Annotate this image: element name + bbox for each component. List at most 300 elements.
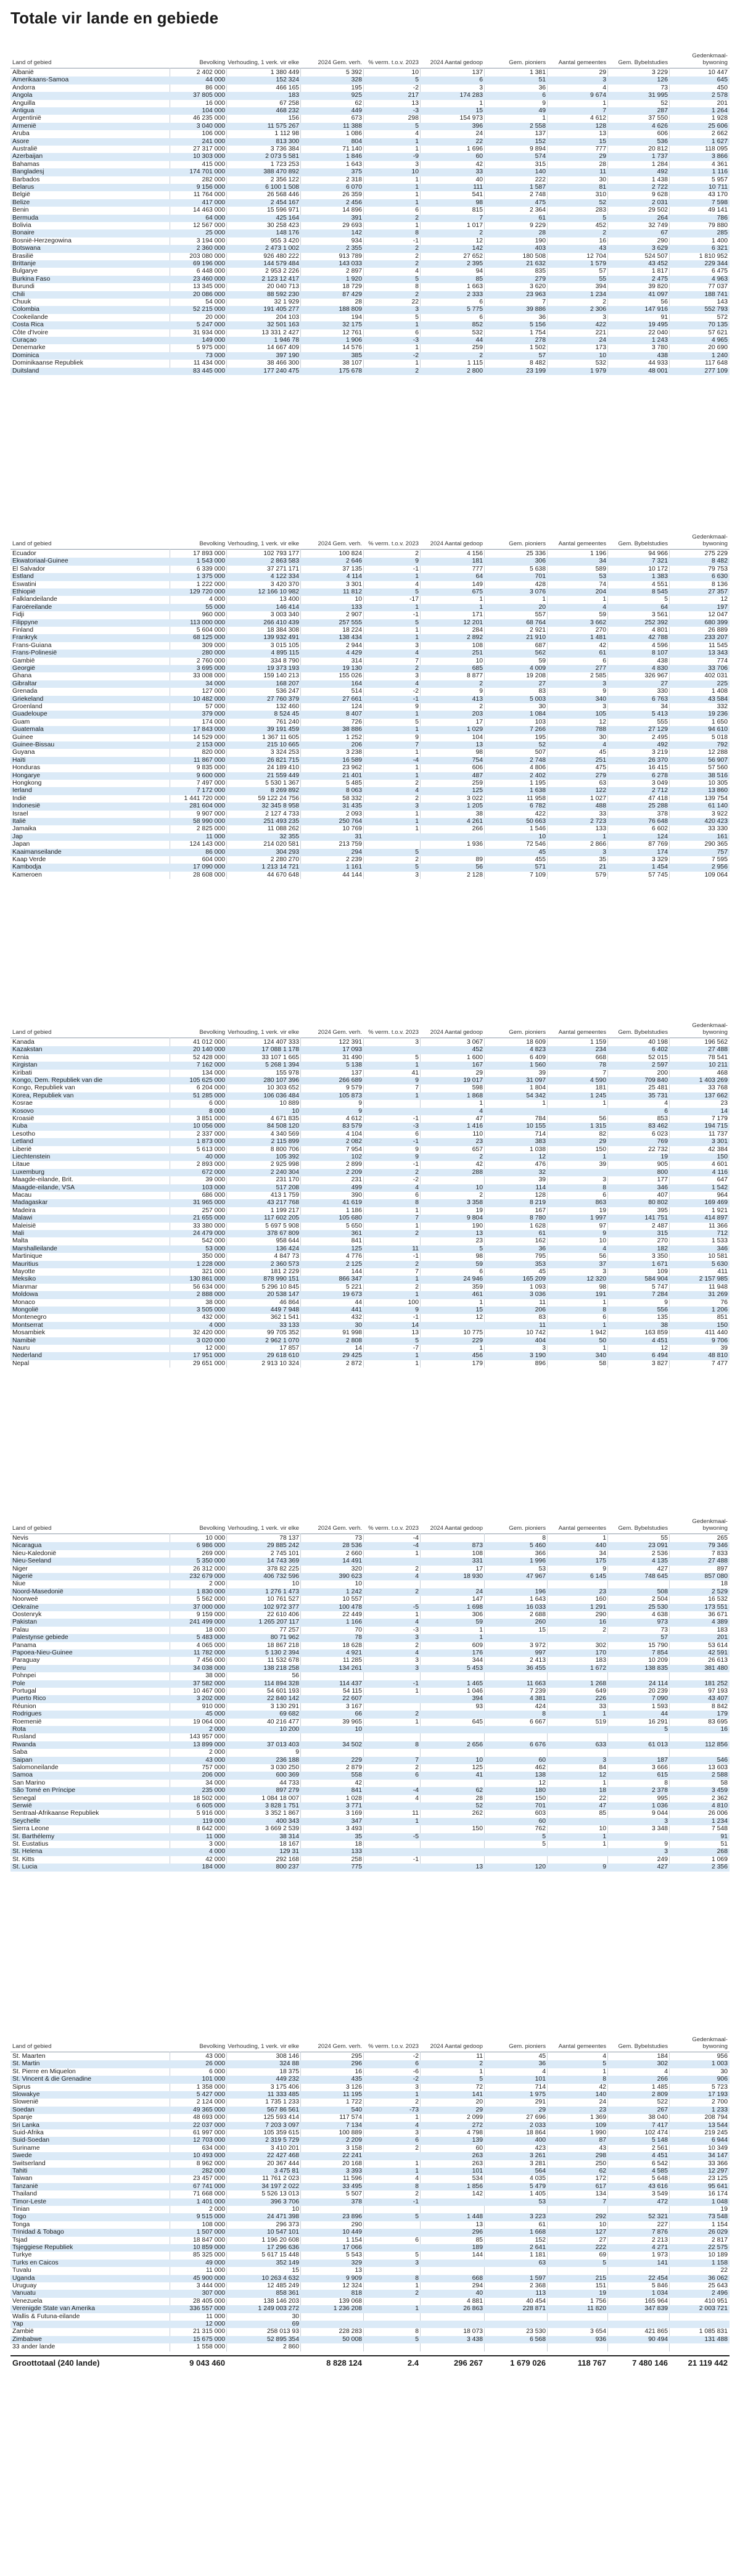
cell-gem-verh: 2 646 — [345, 558, 362, 565]
cell-bevolking: 105 625 000 — [189, 1077, 225, 1084]
cell-gedoop: 1 448 — [466, 2213, 483, 2221]
column-header-gem-verh: 2024 Gem. verh. — [318, 540, 362, 547]
cell-verm: 5 — [415, 313, 419, 321]
cell-gem-verh: 21 401 — [342, 772, 362, 779]
table-row — [10, 1092, 730, 1100]
cell-gemeentes: 8 — [602, 1184, 606, 1191]
cell-gedoop: 6 — [479, 313, 483, 321]
cell-gedenkmaal: 61 140 — [708, 803, 728, 810]
cell-gemeentes: 87 — [599, 2137, 606, 2144]
table-row — [10, 1268, 730, 1276]
cell-pioniers: 455 — [535, 856, 546, 863]
cell-gedenkmaal: 6 630 — [711, 573, 728, 580]
cell-verhouding: 1 196 20 608 — [261, 2236, 299, 2244]
cell-bevolking: 5 613 000 — [196, 1146, 225, 1153]
cell-gedenkmaal: 1 085 831 — [699, 2328, 728, 2335]
table-header — [10, 49, 730, 67]
cell-land-name: Serwië — [12, 1802, 32, 1809]
cell-gedenkmaal: 10 189 — [708, 2252, 728, 2259]
cell-pioniers: 2 748 — [529, 191, 546, 199]
cell-gemeentes: 42 — [599, 2083, 606, 2091]
cell-pioniers: 278 — [535, 337, 546, 344]
cell-verhouding: 14 743 369 — [266, 1558, 299, 1565]
table-row — [10, 872, 730, 879]
cell-gem-verh: 1 643 — [345, 160, 362, 168]
cell-gem-verh: 2 355 — [345, 245, 362, 252]
table-row — [10, 1780, 730, 1787]
cell-gedoop: 2 — [479, 1192, 483, 1199]
cell-bevolking: 34 000 — [205, 1779, 225, 1786]
cell-land-name: Nauru — [12, 1345, 30, 1352]
cell-verhouding: 15 596 971 — [266, 207, 299, 214]
cell-bevolking: 7 172 000 — [196, 787, 225, 795]
cell-bybelstudies: 3 666 — [651, 1764, 668, 1771]
table-row — [10, 199, 730, 207]
cell-gedoop: 685 — [472, 665, 483, 672]
cell-bevolking: 22 037 000 — [192, 2121, 225, 2129]
cell-bevolking: 1 222 000 — [196, 580, 225, 588]
cell-pioniers: 7 — [542, 299, 546, 305]
cell-gedoop: 2 — [479, 1154, 483, 1160]
cell-gedenkmaal: 233 207 — [704, 634, 728, 642]
cell-pioniers: 206 — [535, 1307, 546, 1313]
cell-verhouding: 1 367 11 605 — [262, 733, 299, 741]
cell-gemeentes: 1 — [602, 1841, 606, 1847]
cell-bevolking: 11 000 — [205, 2267, 225, 2274]
cell-pioniers: 60 — [538, 1817, 546, 1825]
cell-bybelstudies: 326 967 — [644, 672, 668, 680]
cell-gemeentes: 283 — [595, 207, 606, 214]
cell-bybelstudies: 1 737 — [651, 153, 668, 160]
cell-verm: 11 — [412, 1810, 419, 1817]
cell-gem-verh: 18 729 — [342, 283, 362, 291]
cell-gedoop: 52 — [475, 1802, 483, 1809]
column-header-bybelstudies: Gem. Bybelstudies — [618, 59, 668, 66]
cell-land-name: Kazakstan — [12, 1046, 43, 1054]
cell-gedoop: 394 — [472, 1695, 483, 1703]
cell-gedoop: 2 — [479, 703, 483, 710]
table-row — [10, 2068, 730, 2076]
cell-verhouding: 7 203 3 097 — [265, 2121, 299, 2129]
cell-land-name: Madagaskar — [12, 1199, 48, 1207]
cell-pioniers: 428 — [535, 580, 546, 588]
cell-gedenkmaal: 27 488 — [708, 1046, 728, 1054]
cell-gem-verh: 1 166 — [345, 1619, 362, 1626]
cell-verhouding: 102 972 377 — [263, 1603, 299, 1611]
cell-gedenkmaal: 1 116 — [712, 168, 728, 176]
cell-bybelstudies: 264 — [657, 214, 668, 221]
table-row — [10, 1131, 730, 1138]
cell-verhouding: 800 237 — [276, 1864, 299, 1871]
cell-verhouding: 10 200 — [279, 1726, 299, 1733]
cell-gedoop: 19 017 — [463, 1077, 483, 1084]
cell-pioniers: 603 — [535, 1810, 546, 1817]
cell-gedoop: 2 — [479, 680, 483, 687]
cell-bybelstudies: 57 745 — [648, 871, 668, 878]
cell-land-name: Falklandeilande — [12, 596, 57, 603]
cell-pioniers: 4 823 — [529, 1046, 546, 1054]
cell-verhouding: 11 088 262 — [267, 825, 299, 833]
cell-bybelstudies: 124 — [657, 833, 668, 840]
cell-verm: 6 — [415, 1192, 419, 1199]
cell-pioniers: 714 — [535, 2083, 546, 2091]
table-row — [10, 1360, 730, 1368]
cell-pioniers: 1 587 — [529, 184, 546, 191]
cell-verm: 2 — [415, 2290, 419, 2297]
table-row — [10, 1154, 730, 1161]
cell-gedoop: 1 416 — [466, 1123, 483, 1130]
cell-verhouding: 3 420 370 — [270, 580, 299, 588]
cell-pioniers: 152 — [535, 138, 546, 145]
cell-verhouding: 334 8 790 — [270, 657, 299, 664]
cell-verm: 1 — [415, 627, 419, 634]
cell-bevolking: 417 000 — [202, 199, 225, 206]
cell-pioniers: 260 — [535, 1619, 546, 1626]
cell-verm: 9 — [415, 1077, 419, 1084]
cell-verhouding: 69 682 — [279, 1711, 299, 1718]
table-row — [10, 1253, 730, 1260]
column-header-pioniers: Gem. pioniers — [509, 2043, 546, 2050]
cell-gedoop: 344 — [472, 1657, 483, 1664]
column-header-gedoop: 2024 Aantal gedoop — [430, 59, 483, 66]
cell-land-name: Malta — [12, 1237, 28, 1245]
cell-gedoop: 93 — [475, 1703, 483, 1710]
cell-gem-verh: 11 812 — [342, 588, 362, 595]
cell-verm: 9 — [415, 1154, 419, 1160]
cell-gedenkmaal: 42 384 — [708, 1146, 728, 1153]
cell-gedenkmaal: 552 793 — [704, 306, 728, 313]
cell-gem-verh: 13 — [355, 2267, 362, 2274]
cell-bevolking: 39 000 — [205, 1176, 225, 1184]
cell-verm: 8 — [415, 1199, 419, 1207]
cell-bevolking: 37 582 000 — [192, 1680, 225, 1687]
cell-gedenkmaal: 2 496 — [711, 2290, 728, 2297]
cell-bybelstudies: 165 964 — [644, 2297, 668, 2305]
cell-bevolking: 23 457 000 — [192, 2175, 225, 2182]
table-row — [10, 329, 730, 337]
cell-gem-verh: 16 — [355, 2068, 362, 2075]
cell-verm: -2 — [413, 352, 419, 359]
cell-gedoop: 4 798 — [466, 2129, 483, 2136]
cell-bevolking: 45 000 — [205, 1711, 225, 1718]
cell-gedoop: 181 — [472, 558, 483, 565]
cell-gem-verh: 19 673 — [342, 1291, 362, 1298]
cell-gem-verh: 390 623 — [339, 1573, 362, 1580]
cell-gedenkmaal: 6 475 — [711, 268, 728, 275]
cell-gem-verh: 10 — [355, 1726, 362, 1733]
cell-verhouding: 466 165 — [276, 84, 299, 91]
cell-pioniers: 150 — [535, 1794, 546, 1802]
cell-land-name: Nevis — [12, 1535, 28, 1542]
cell-gem-verh: 347 — [351, 1817, 362, 1825]
cell-verm: 10 — [411, 168, 419, 176]
cell-gemeentes: 4 — [602, 2053, 606, 2060]
cell-gem-verh: 12 761 — [342, 329, 362, 336]
table-row — [10, 2282, 730, 2290]
cell-pioniers: 476 — [535, 1161, 546, 1168]
cell-gemeentes: 1 268 — [590, 1680, 606, 1687]
cell-land-name: Guatemala — [12, 726, 44, 733]
cell-gedenkmaal: 43 584 — [708, 695, 728, 703]
cell-verm: 1 — [415, 2091, 419, 2098]
cell-pioniers: 61 — [538, 2221, 546, 2228]
cell-gedoop: 176 — [472, 1649, 483, 1656]
cell-verm: 3 — [415, 1039, 419, 1046]
cell-pioniers: 315 — [535, 160, 546, 168]
cell-verhouding: 280 107 396 — [263, 1077, 299, 1084]
cell-gemeentes: 24 — [599, 337, 606, 344]
cell-verm: 1 — [415, 726, 419, 733]
cell-gedoop: 1 465 — [466, 1680, 483, 1687]
table-row — [10, 811, 730, 818]
cell-bevolking: 49 000 — [205, 2259, 225, 2266]
header-rule — [10, 549, 730, 550]
cell-verm: -4 — [413, 1787, 419, 1794]
cell-bevolking: 2 000 — [208, 1726, 225, 1733]
cell-gem-verh: 14 — [355, 1345, 362, 1352]
cell-bevolking: 6 000 — [208, 1100, 225, 1107]
cell-pioniers: 1 628 — [529, 1222, 546, 1229]
cell-gedenkmaal: 33 366 — [708, 2160, 728, 2167]
cell-verhouding: 3 475 81 — [274, 2168, 299, 2174]
cell-bevolking: 11 000 — [205, 1833, 225, 1840]
table-row — [10, 1199, 730, 1207]
cell-land-name: Thailand — [12, 2190, 37, 2198]
cell-pioniers: 57 — [538, 352, 546, 359]
table-row — [10, 1314, 730, 1321]
cell-verhouding: 43 217 768 — [266, 1199, 299, 1207]
cell-bybelstudies: 38 040 — [648, 2114, 668, 2121]
cell-land-name: Suid-Afrika — [12, 2129, 44, 2136]
cell-land-name: Asore — [12, 138, 30, 145]
cell-verhouding: 2 962 1 070 — [265, 1337, 299, 1344]
cell-pioniers: 400 — [535, 2137, 546, 2144]
cell-gem-verh: 5 392 — [345, 69, 362, 76]
cell-gedenkmaal: 79 753 — [708, 565, 728, 572]
cell-verhouding: 324 88 — [279, 2060, 299, 2068]
cell-bevolking: 3 020 000 — [196, 1337, 225, 1344]
cell-gem-verh: 1 161 — [345, 864, 362, 871]
cell-pioniers: 366 — [535, 1550, 546, 1557]
cell-verhouding: 106 036 484 — [263, 1092, 299, 1099]
cell-bybelstudies: 4 451 — [651, 2152, 668, 2160]
column-header-land-name: Land of gebied — [12, 2043, 52, 2050]
cell-bybelstudies: 2 495 — [651, 733, 668, 741]
cell-pioniers: 3 972 — [529, 1641, 546, 1649]
cell-land-name: Bahamas — [12, 160, 39, 168]
cell-gem-verh: 35 — [355, 1833, 362, 1840]
cell-gemeentes: 98 — [599, 1283, 606, 1290]
cell-gedenkmaal: 12 047 — [708, 611, 728, 619]
cell-land-name: Estland — [12, 573, 34, 580]
column-header-gedoop: 2024 Aantal gedoop — [430, 540, 483, 547]
cell-gem-verh: 320 — [351, 1565, 362, 1572]
cell-gedoop: 8 877 — [466, 672, 483, 680]
cell-pioniers: 1 668 — [529, 2229, 546, 2236]
cell-gemeentes: 1 942 — [590, 1329, 606, 1337]
cell-gedenkmaal: 1 921 — [711, 1207, 728, 1214]
cell-verhouding: 4 847 73 — [274, 1253, 299, 1260]
cell-bybelstudies: 1 034 — [651, 2290, 668, 2297]
cell-pioniers: 165 209 — [522, 1276, 546, 1283]
cell-verhouding: 897 279 — [276, 1787, 299, 1794]
cell-gedenkmaal: 150 — [717, 1154, 728, 1160]
cell-gedenkmaal: 1 403 269 — [699, 1077, 728, 1084]
cell-gedoop: 20 — [475, 2099, 483, 2106]
cell-verhouding: 2 356 122 — [270, 176, 299, 183]
cell-verhouding: 2 925 998 — [270, 1161, 299, 1168]
cell-gedenkmaal: 6 321 — [711, 245, 728, 252]
cell-gem-verh: 3 158 — [345, 2144, 362, 2152]
cell-gemeentes: 2 866 — [590, 841, 606, 848]
cell-gemeentes: 12 704 — [586, 252, 606, 260]
cell-bevolking: 17 951 000 — [192, 1352, 225, 1360]
table-row — [10, 1749, 730, 1756]
cell-gedenkmaal: 26 613 — [708, 1657, 728, 1664]
cell-verhouding: 24 189 410 — [266, 764, 299, 772]
table-row — [10, 1719, 730, 1726]
cell-gemeentes: 23 — [599, 2106, 606, 2113]
cell-bevolking: 4 000 — [208, 596, 225, 603]
table-row — [10, 2060, 730, 2068]
cell-gem-verh: 1 722 — [345, 2099, 362, 2106]
cell-bevolking: 4 065 000 — [196, 1641, 225, 1649]
cell-gedenkmaal: 56 907 — [708, 756, 728, 764]
cell-gem-verh: 10 — [355, 596, 362, 603]
cell-verhouding: 156 — [288, 115, 299, 122]
cell-gemeentes: 57 — [599, 268, 606, 275]
cell-bevolking: 28 608 000 — [192, 871, 225, 878]
table-row — [10, 558, 730, 565]
cell-bybelstudies: 421 865 — [644, 2328, 668, 2335]
table-row — [10, 2076, 730, 2083]
cell-bevolking: 149 000 — [202, 337, 225, 344]
cell-bevolking: 61 997 000 — [192, 2129, 225, 2136]
cell-gem-verh: 29 425 — [342, 1352, 362, 1360]
cell-verhouding: 32 1 929 — [274, 299, 299, 305]
cell-gedoop: 59 — [475, 1619, 483, 1626]
cell-verm: 1 — [415, 825, 419, 833]
cell-pioniers: 21 632 — [526, 260, 546, 267]
cell-land-name: Kaap Verde — [12, 856, 46, 863]
cell-gemeentes: 151 — [595, 2282, 606, 2289]
cell-bybelstudies: 10 209 — [648, 1657, 668, 1664]
cell-bybelstudies: 90 494 — [648, 2335, 668, 2343]
cell-verhouding: 29 885 242 — [266, 1542, 299, 1550]
table-row — [10, 566, 730, 573]
cell-pioniers: 2 033 — [529, 2121, 546, 2129]
cell-gem-verh: 11 195 — [342, 2091, 362, 2098]
cell-bevolking: 51 285 000 — [192, 1092, 225, 1099]
cell-gedenkmaal: 79 346 — [708, 1542, 728, 1550]
cell-verhouding: 52 895 354 — [266, 2335, 299, 2343]
cell-bevolking: 127 000 — [202, 688, 225, 695]
cell-gem-verh: 83 579 — [342, 1123, 362, 1130]
cell-bevolking: 58 990 000 — [192, 818, 225, 825]
cell-bybelstudies: 5 747 — [651, 1283, 668, 1290]
cell-gedenkmaal: 277 109 — [704, 367, 728, 374]
cell-verhouding: 11 333 485 — [267, 2091, 299, 2098]
cell-gem-verh: 44 144 — [342, 871, 362, 878]
cell-gedoop: 11 — [476, 2053, 483, 2060]
table-row — [10, 215, 730, 222]
cell-verhouding: 138 146 203 — [263, 2297, 299, 2305]
cell-bybelstudies: 55 — [660, 1535, 668, 1542]
table-row — [10, 1084, 730, 1092]
country-table — [10, 1019, 730, 1506]
cell-verhouding: 5 296 10 845 — [261, 1283, 299, 1290]
cell-pioniers: 714 — [535, 1130, 546, 1137]
table-row — [10, 703, 730, 711]
cell-verm: 298 — [408, 115, 419, 122]
cell-gedoop: 1 663 — [466, 283, 483, 291]
cell-gedoop: 179 — [472, 1360, 483, 1367]
cell-land-name: Mauritius — [12, 1260, 39, 1268]
cell-land-name: Israel — [12, 810, 28, 817]
cell-gedenkmaal: 2 956 — [711, 864, 728, 871]
cell-land-name: Duitsland — [12, 367, 39, 374]
cell-land-name: Guyana — [12, 749, 35, 756]
cell-gem-verh: 38 107 — [342, 360, 362, 367]
cell-verhouding: 46 864 — [279, 1298, 299, 1306]
cell-bybelstudies: 6 494 — [651, 1352, 668, 1360]
cell-gem-verh: 10 769 — [342, 825, 362, 833]
cell-gedenkmaal: 2 356 — [711, 1864, 728, 1871]
cell-gedoop: 873 — [472, 1542, 483, 1550]
cell-gedoop: 85 — [475, 275, 483, 283]
cell-gedenkmaal: 19 236 — [708, 711, 728, 718]
cell-gem-verh: 34 502 — [342, 1741, 362, 1748]
table-row — [10, 2336, 730, 2343]
cell-bybelstudies: 34 — [660, 703, 668, 710]
cell-gem-verh: 87 429 — [342, 291, 362, 298]
cell-gedoop: 15 — [475, 1307, 483, 1313]
cell-gedoop: 1 — [479, 1345, 483, 1352]
cell-gemeentes: 222 — [595, 2244, 606, 2251]
cell-gedoop: 266 — [472, 825, 483, 833]
cell-pioniers: 222 — [535, 176, 546, 183]
cell-verhouding: 567 86 561 — [266, 2106, 299, 2113]
cell-pioniers: 72 546 — [526, 841, 546, 848]
cell-gedoop: 33 — [475, 168, 483, 176]
cell-bybelstudies: 266 — [657, 2076, 668, 2083]
cell-gedenkmaal: 34 147 — [708, 2152, 728, 2160]
cell-land-name: Faroëreilande — [12, 603, 52, 611]
cell-verhouding: 129 31 — [279, 1848, 299, 1856]
cell-pioniers: 45 — [538, 1268, 546, 1275]
cell-gedenkmaal: 12 297 — [708, 2168, 728, 2174]
cell-gem-verh: 314 — [351, 657, 362, 664]
cell-land-name: Haïti — [12, 756, 26, 764]
cell-gedoop: 3 067 — [466, 1039, 483, 1046]
cell-gedoop: 229 — [472, 1337, 483, 1344]
cell-gemeentes: 1 481 — [590, 634, 606, 642]
cell-gedenkmaal: 38 516 — [708, 772, 728, 779]
cell-gedenkmaal: 13 343 — [708, 650, 728, 657]
table-row — [10, 2160, 730, 2168]
cell-bybelstudies: 22 732 — [648, 1146, 668, 1153]
cell-gemeentes: 59 — [599, 611, 606, 619]
cell-pioniers: 2 368 — [529, 2282, 546, 2289]
cell-land-name: Turks en Caicos — [12, 2259, 59, 2266]
cell-verhouding: 258 013 93 — [266, 2328, 299, 2335]
cell-pioniers: 6 782 — [529, 803, 546, 810]
cell-gedenkmaal: 150 — [717, 1321, 728, 1329]
cell-gemeentes: 13 — [599, 130, 606, 138]
cell-verhouding: 4 340 569 — [270, 1130, 299, 1137]
cell-verm: 5 — [415, 2252, 419, 2259]
cell-land-name: Jamaika — [12, 825, 36, 833]
